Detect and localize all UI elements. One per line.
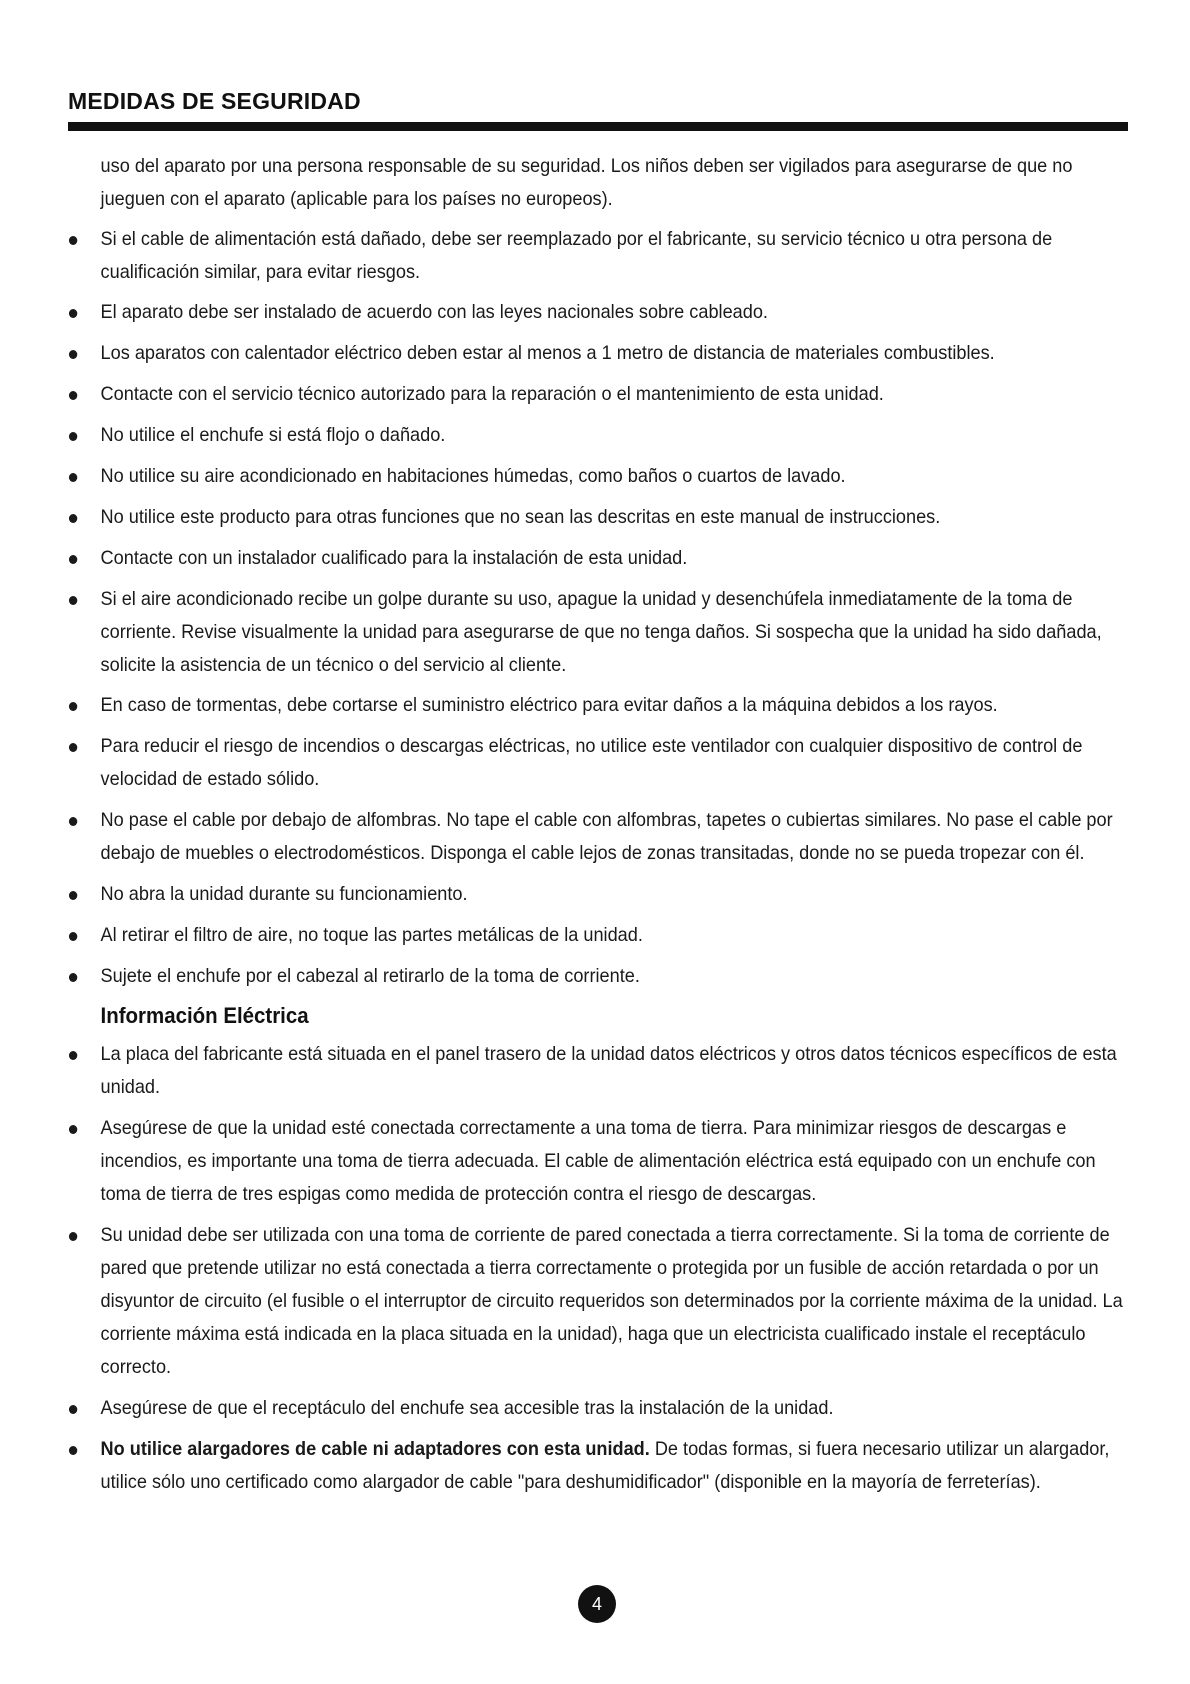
list-item-text: Su unidad debe ser utilizada con una toma de corriente de pared conectada a tierra correctamente. Si la toma de corriente de pared que pretende utilizar no está conectada a tierra correctamente o protegida por un fusible de acción retardada o por un disyuntor de circuito (el fusible o el interruptor de circuito requeridos son determinados por la corriente máxima de la unidad. La corriente máxima está indicada en la placa situada en la unidad), haga que un electricista cualificado instale el receptáculo correcto. [100,1224,1123,1378]
list-item-text: Contacte con el servicio técnico autorizado para la reparación o el mantenimiento de esta unidad. [100,383,884,405]
list-item-text: No pase el cable por debajo de alfombras. No tape el cable con alfombras, tapetes o cubiertas similares. No pase el cable por debajo de muebles o electrodomésticos. Disponga el cable lejos de zonas transitadas, donde no se pueda tropezar con él. [100,809,1113,864]
list-item [68,689,1128,722]
page-number-badge: 4 [578,1585,616,1623]
list-item [68,460,1128,493]
list-item [68,542,1128,575]
list-item-text: Los aparatos con calentador eléctrico deben estar al menos a 1 metro de distancia de materiales combustibles. [100,342,995,364]
list-item-text: No utilice este producto para otras funciones que no sean las descritas en este manual de instrucciones. [100,506,941,528]
list-item-text: De todas formas, si fuera necesario utilizar un alargador, utilice sólo uno certificado como alargador de cable "para deshumidificador" (disponible en la mayoría de ferreterías). [100,1438,1110,1493]
list-item [68,919,1128,952]
list-item [68,1392,1128,1425]
list-item [68,730,1128,796]
list-item [68,337,1128,370]
list-item [68,501,1128,534]
list-item [68,378,1128,411]
content-body [68,150,1128,1499]
list-item [68,804,1128,870]
list-item-text: Asegúrese de que la unidad esté conectada correctamente a una toma de tierra. Para minimizar riesgos de descargas e incendios, es importante una toma de tierra adecuada. El cable de alimentación eléctrica está equipado con un enchufe con toma de tierra de tres espigas como medida de protección contra el riesgo de descargas. [100,1117,1096,1205]
list-item [68,960,1128,993]
list-item-text: Asegúrese de que el receptáculo del enchufe sea accesible tras la instalación de la unidad. [100,1397,834,1419]
list-item-text: No utilice su aire acondicionado en habitaciones húmedas, como baños o cuartos de lavado. [100,465,846,487]
list-item-text: El aparato debe ser instalado de acuerdo con las leyes nacionales sobre cableado. [100,301,768,323]
section-title: MEDIDAS DE SEGURIDAD [68,88,361,114]
list-item [68,1038,1128,1104]
list-item-text: Si el aire acondicionado recibe un golpe durante su uso, apague la unidad y desenchúfela inmediatamente de la toma de corriente. Revise visualmente la unidad para asegurarse de que no tenga daños. Si sospecha que la unidad ha sido dañada, solicite la asistencia de un técnico o del servicio al cliente. [100,588,1102,676]
intro-paragraph: uso del aparato por una persona responsable de su seguridad. Los niños deben ser vigilados para asegurarse de que no jueguen con el aparato (aplicable para los países no europeos). [100,155,1073,210]
electrical-heading: Información Eléctrica [100,1003,309,1028]
safety-list [68,223,1128,993]
header-divider [68,122,1128,131]
list-item-text: Al retirar el filtro de aire, no toque las partes metálicas de la unidad. [100,924,643,946]
list-item [68,1112,1128,1211]
list-item [68,583,1128,682]
list-item-text: No utilice el enchufe si está flojo o dañado. [100,424,446,446]
list-item-text: No abra la unidad durante su funcionamiento. [100,883,468,905]
list-item-text: Si el cable de alimentación está dañado, debe ser reemplazado por el fabricante, su servicio técnico u otra persona de cualificación similar, para evitar riesgos. [100,228,1053,283]
list-item-text: En caso de tormentas, debe cortarse el suministro eléctrico para evitar daños a la máquina debidos a los rayos. [100,694,998,716]
list-item [68,878,1128,911]
list-item [68,1219,1128,1384]
list-item-text: Contacte con un instalador cualificado para la instalación de esta unidad. [100,547,688,569]
list-item-text: Sujete el enchufe por el cabezal al retirarlo de la toma de corriente. [100,965,640,987]
list-item [68,223,1128,289]
list-item-text: Para reducir el riesgo de incendios o descargas eléctricas, no utilice este ventilador con cualquier dispositivo de control de velocidad de estado sólido. [100,735,1083,790]
warning-text-bold: No utilice alargadores de cable ni adaptadores con esta unidad. [100,1438,650,1460]
list-item [68,296,1128,329]
list-item [68,1433,1128,1499]
electrical-list [68,1038,1128,1499]
list-item-text: La placa del fabricante está situada en el panel trasero de la unidad datos eléctricos y otros datos técnicos específicos de esta unidad. [100,1043,1117,1098]
list-item [68,419,1128,452]
